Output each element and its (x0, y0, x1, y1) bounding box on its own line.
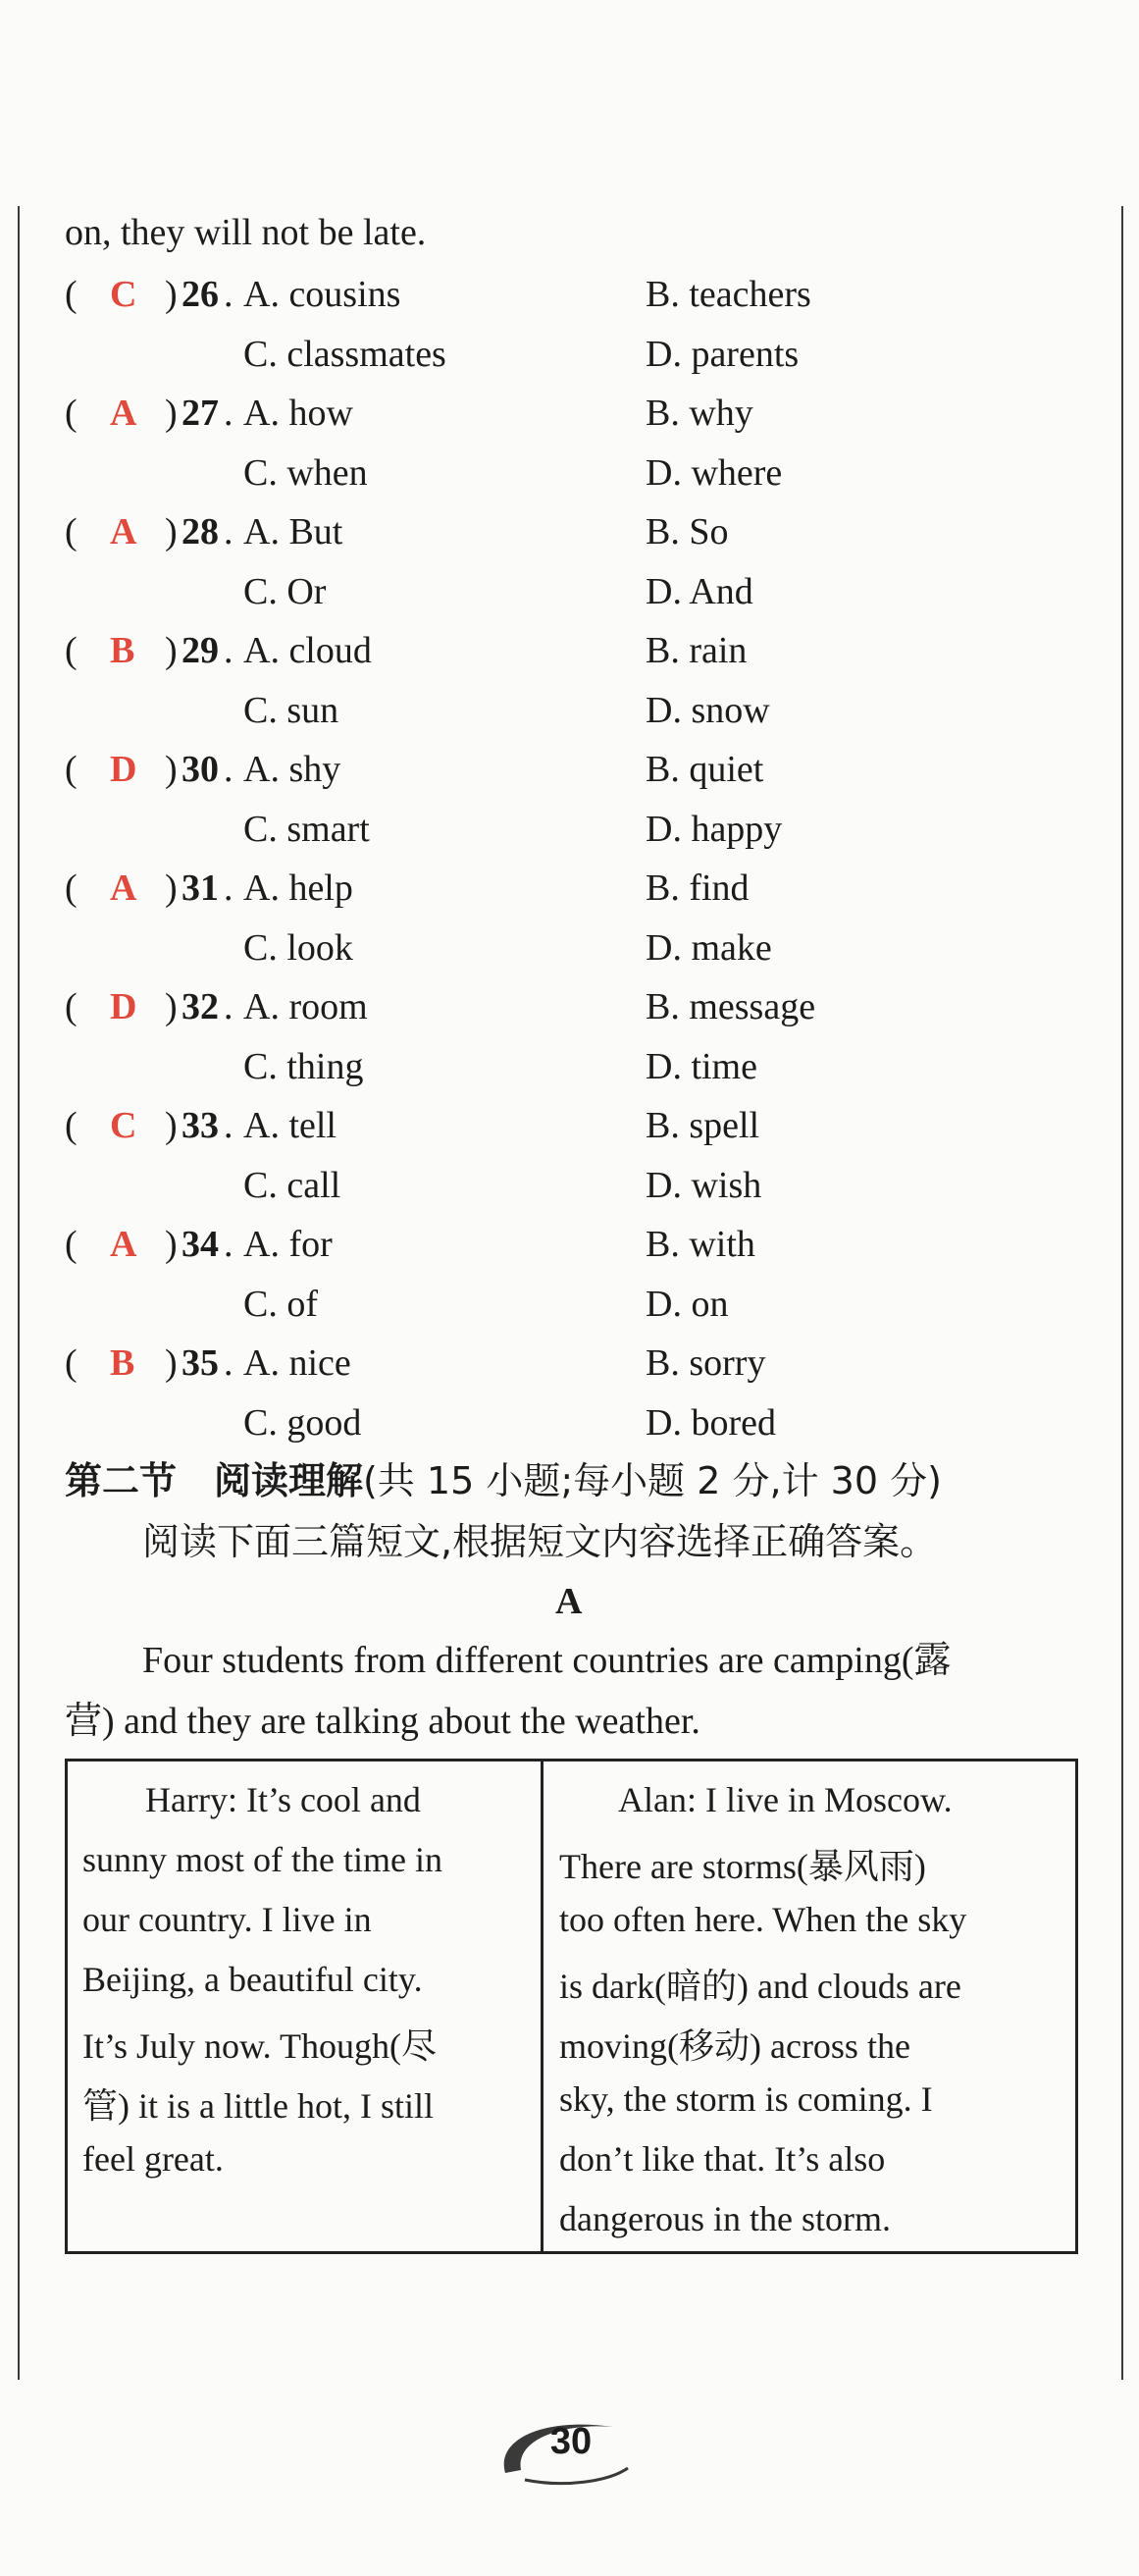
option-c: C. smart (243, 809, 370, 850)
answer-paren-open: ( (65, 393, 78, 434)
question-number: 28 (181, 511, 219, 552)
question-row-second (0, 570, 1139, 629)
answer-paren-open: ( (65, 630, 78, 671)
question-number-dot: . (224, 274, 233, 315)
table-left-line: 管) it is a little hot, I still (82, 2086, 434, 2126)
option-a: A. cloud (243, 630, 372, 671)
option-c: C. call (243, 1165, 341, 1206)
option-d: D. bored (646, 1402, 776, 1444)
option-d: D. make (646, 927, 772, 969)
table-left-line: feel great. (82, 2139, 224, 2179)
table-right-line: dangerous in the storm. (559, 2199, 891, 2238)
option-c: C. sun (243, 690, 339, 731)
question-number-dot: . (224, 867, 233, 909)
question-number-dot: . (224, 1224, 233, 1265)
question-number-dot: . (224, 630, 233, 671)
option-a: A. shy (243, 749, 341, 790)
passage-label: A (555, 1581, 583, 1622)
option-b: B. rain (646, 630, 748, 671)
answer-paren-open: ( (65, 986, 78, 1027)
option-c: C. classmates (243, 334, 446, 375)
question-number-dot: . (224, 986, 233, 1027)
option-d: D. time (646, 1046, 757, 1087)
answer-letter: D (110, 986, 137, 1027)
question-row-second (0, 451, 1139, 510)
question-number: 33 (181, 1105, 219, 1146)
table-divider (541, 1759, 544, 2254)
table-right-line: don’t like that. It’s also (559, 2139, 886, 2179)
question-number-dot: . (224, 1105, 233, 1146)
option-c: C. good (243, 1402, 362, 1444)
answer-paren-open: ( (65, 511, 78, 552)
option-b: B. spell (646, 1105, 760, 1146)
question-row (0, 1223, 1139, 1282)
question-number: 35 (181, 1342, 219, 1384)
option-c: C. thing (243, 1046, 364, 1087)
option-a: A. how (243, 393, 353, 434)
option-d: D. snow (646, 690, 770, 731)
answer-paren-open: ( (65, 867, 78, 909)
option-b: B. quiet (646, 749, 764, 790)
answer-paren-open: ( (65, 274, 78, 315)
answer-paren-close: ) (165, 749, 178, 790)
question-row-second (0, 689, 1139, 748)
option-d: D. on (646, 1284, 729, 1325)
answer-letter: A (110, 1224, 137, 1265)
question-number: 30 (181, 749, 219, 790)
question-number: 34 (181, 1224, 219, 1265)
question-row-second (0, 1401, 1139, 1460)
answer-letter: B (110, 1342, 135, 1384)
table-right-line: too often here. When the sky (559, 1900, 967, 1939)
question-row (0, 392, 1139, 450)
question-row (0, 510, 1139, 569)
question-row (0, 273, 1139, 332)
question-row-second (0, 808, 1139, 867)
question-number: 32 (181, 986, 219, 1027)
answer-letter: A (110, 511, 137, 552)
option-d: D. where (646, 452, 783, 494)
option-b: B. teachers (646, 274, 811, 315)
answer-paren-close: ) (165, 867, 178, 909)
table-left-line: our country. I live in (82, 1900, 372, 1939)
section-note: (共 15 小题;每小题 2 分,计 30 分) (363, 1459, 942, 1502)
option-a: A. for (243, 1224, 333, 1265)
question-row (0, 1341, 1139, 1400)
answer-paren-open: ( (65, 749, 78, 790)
answer-paren-close: ) (165, 511, 178, 552)
question-row (0, 1104, 1139, 1163)
option-c: C. look (243, 927, 353, 969)
table-right-line: There are storms(暴风雨) (559, 1847, 926, 1886)
question-row-second (0, 1045, 1139, 1104)
option-a: A. help (243, 867, 353, 909)
question-number-dot: . (224, 1342, 233, 1384)
question-row (0, 629, 1139, 688)
table-right-line: is dark(暗的) and clouds are (559, 1967, 961, 2006)
option-b: B. find (646, 867, 750, 909)
question-number: 27 (181, 393, 219, 434)
answer-paren-close: ) (165, 986, 178, 1027)
table-right-line: sky, the storm is coming. I (559, 2079, 933, 2119)
section-heading (65, 1459, 942, 1502)
table-left-line: Harry: It’s cool and (145, 1780, 421, 1819)
answer-paren-close: ) (165, 393, 178, 434)
question-row-second (0, 926, 1139, 985)
table-left-line: It’s July now. Though(尽 (82, 2026, 438, 2066)
answer-paren-close: ) (165, 274, 178, 315)
question-number-dot: . (224, 393, 233, 434)
option-a: A. But (243, 511, 343, 552)
passage-line-1: Four students from different countries are camping(露 (142, 1640, 952, 1681)
table-left-line: Beijing, a beautiful city. (82, 1960, 423, 1999)
option-d: D. parents (646, 334, 800, 375)
option-a: A. cousins (243, 274, 401, 315)
question-row-second (0, 1283, 1139, 1341)
question-row (0, 985, 1139, 1044)
option-d: D. wish (646, 1165, 762, 1206)
option-d: D. happy (646, 809, 783, 850)
option-b: B. why (646, 393, 753, 434)
table-left-line: sunny most of the time in (82, 1840, 442, 1879)
answer-letter: A (110, 393, 137, 434)
option-b: B. So (646, 511, 729, 552)
answer-letter: B (110, 630, 135, 671)
question-row (0, 748, 1139, 807)
option-c: C. when (243, 452, 368, 494)
section-title: 第二节 阅读理解 (65, 1459, 364, 1502)
answer-letter: D (110, 749, 137, 790)
option-b: B. with (646, 1224, 755, 1265)
option-a: A. tell (243, 1105, 337, 1146)
question-number-dot: . (224, 749, 233, 790)
option-b: B. message (646, 986, 816, 1027)
question-number: 31 (181, 867, 219, 909)
question-number: 26 (181, 274, 219, 315)
question-number: 29 (181, 630, 219, 671)
passage-line-2: 营) and they are talking about the weather. (65, 1701, 700, 1742)
answer-paren-close: ) (165, 1342, 178, 1384)
answer-paren-close: ) (165, 1105, 178, 1146)
answer-letter: A (110, 867, 137, 909)
intro-line: on, they will not be late. (65, 212, 427, 253)
answer-paren-close: ) (165, 630, 178, 671)
option-a: A. room (243, 986, 368, 1027)
option-b: B. sorry (646, 1342, 766, 1384)
option-d: D. And (646, 571, 753, 612)
answer-paren-open: ( (65, 1105, 78, 1146)
option-a: A. nice (243, 1342, 351, 1384)
question-row (0, 867, 1139, 925)
answer-paren-open: ( (65, 1224, 78, 1265)
option-c: C. Or (243, 571, 327, 612)
page-number: 30 (549, 2421, 593, 2462)
question-row-second (0, 1164, 1139, 1223)
question-row-second (0, 333, 1139, 392)
answer-letter: C (110, 274, 137, 315)
table-right-line: Alan: I live in Moscow. (618, 1780, 953, 1819)
answer-letter: C (110, 1105, 137, 1146)
section-instruction: 阅读下面三篇短文,根据短文内容选择正确答案。 (142, 1520, 938, 1563)
answer-paren-close: ) (165, 1224, 178, 1265)
option-c: C. of (243, 1284, 318, 1325)
table-right-line: moving(移动) across the (559, 2026, 910, 2066)
question-number-dot: . (224, 511, 233, 552)
answer-paren-open: ( (65, 1342, 78, 1384)
